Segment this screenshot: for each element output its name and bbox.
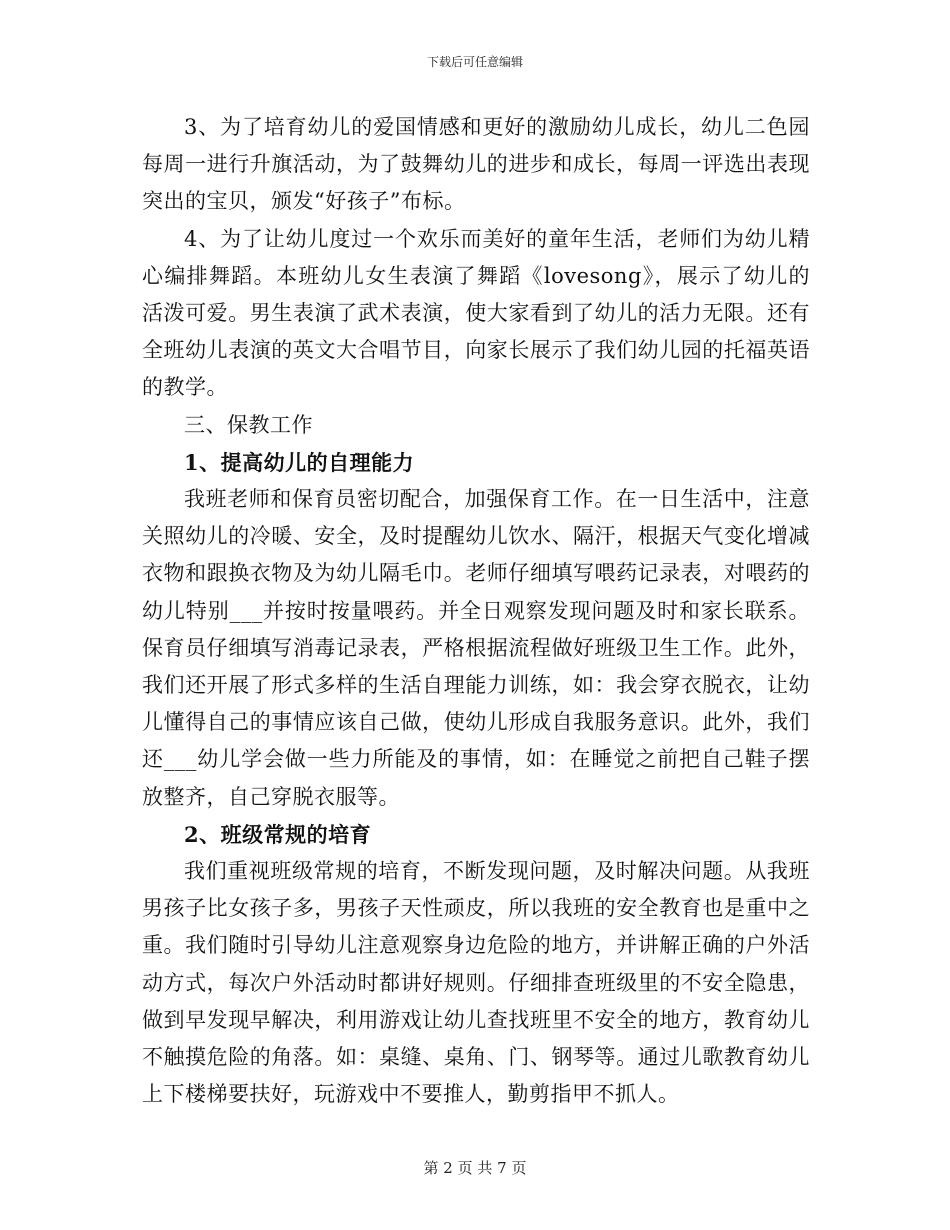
subheading-class-routine: 2、班级常规的培育 <box>184 821 372 847</box>
paragraph-self-care: 我班老师和保育员密切配合，加强保育工作。在一日生活中，注意关照幼儿的冷暖、安全，及时提醒幼儿饮水、隔汗，根据天气变化增减衣物和跟换衣物及为幼儿隔毛巾。老师仔细填写喂药记录表，对喂药的幼儿特别___并按时按量喂药。并全日观察发现问题及时和家长联系。保育员仔细填写消毒记录表，严格根据流程做好班级卫生工作。此外，我们还开展了形式多样的生活自理能力训练，如：我会穿衣脱衣，让幼儿懂得自己的事情应该自己做，使幼儿形成自我服务意识。此外，我们还___幼儿学会做一些力所能及的事情，如：在睡觉之前把自己鞋子摆放整齐，自己穿脱衣服等。 <box>142 487 810 809</box>
paragraph-item-4: 4、为了让幼儿度过一个欢乐而美好的童年生活，老师们为幼儿精心编排舞蹈。本班幼儿女生表演了舞蹈《lovesong》，展示了幼儿的活泼可爱。男生表演了武术表演，使大家看到了幼儿的活力无限。还有全班幼儿表演的英文大合唱节目，向家长展示了我们幼儿园的托福英语的教学。 <box>142 226 810 400</box>
document-body <box>142 109 810 1113</box>
page-footer: 第 2 页 共 7 页 <box>423 1159 527 1177</box>
paragraph-item-3: 3、为了培育幼儿的爱国情感和更好的激励幼儿成长，幼儿二色园每周一进行升旗活动，为了鼓舞幼儿的进步和成长，每周一评选出表现突出的宝贝，颁发“好孩子”布标。 <box>142 115 810 214</box>
section-heading-childcare: 三、保教工作 <box>184 412 313 437</box>
page-header: 下载后可任意编辑 <box>426 55 523 69</box>
subheading-self-care: 1、提高幼儿的自理能力 <box>184 449 415 475</box>
paragraph-class-routine: 我们重视班级常规的培育，不断发现问题，及时解决问题。从我班男孩子比女孩子多，男孩子天性顽皮，所以我班的安全教育也是重中之重。我们随时引导幼儿注意观察身边危险的地方，并讲解正确的户外活动方式，每次户外活动时都讲好规则。仔细排查班级里的不安全隐患，做到早发现早解决，利用游戏让幼儿查找班里不安全的地方，教育幼儿不触摸危险的角落。如：桌缝、桌角、门、钢琴等。通过儿歌教育幼儿上下楼梯要扶好，玩游戏中不要推人，勤剪指甲不抓人。 <box>142 859 810 1107</box>
